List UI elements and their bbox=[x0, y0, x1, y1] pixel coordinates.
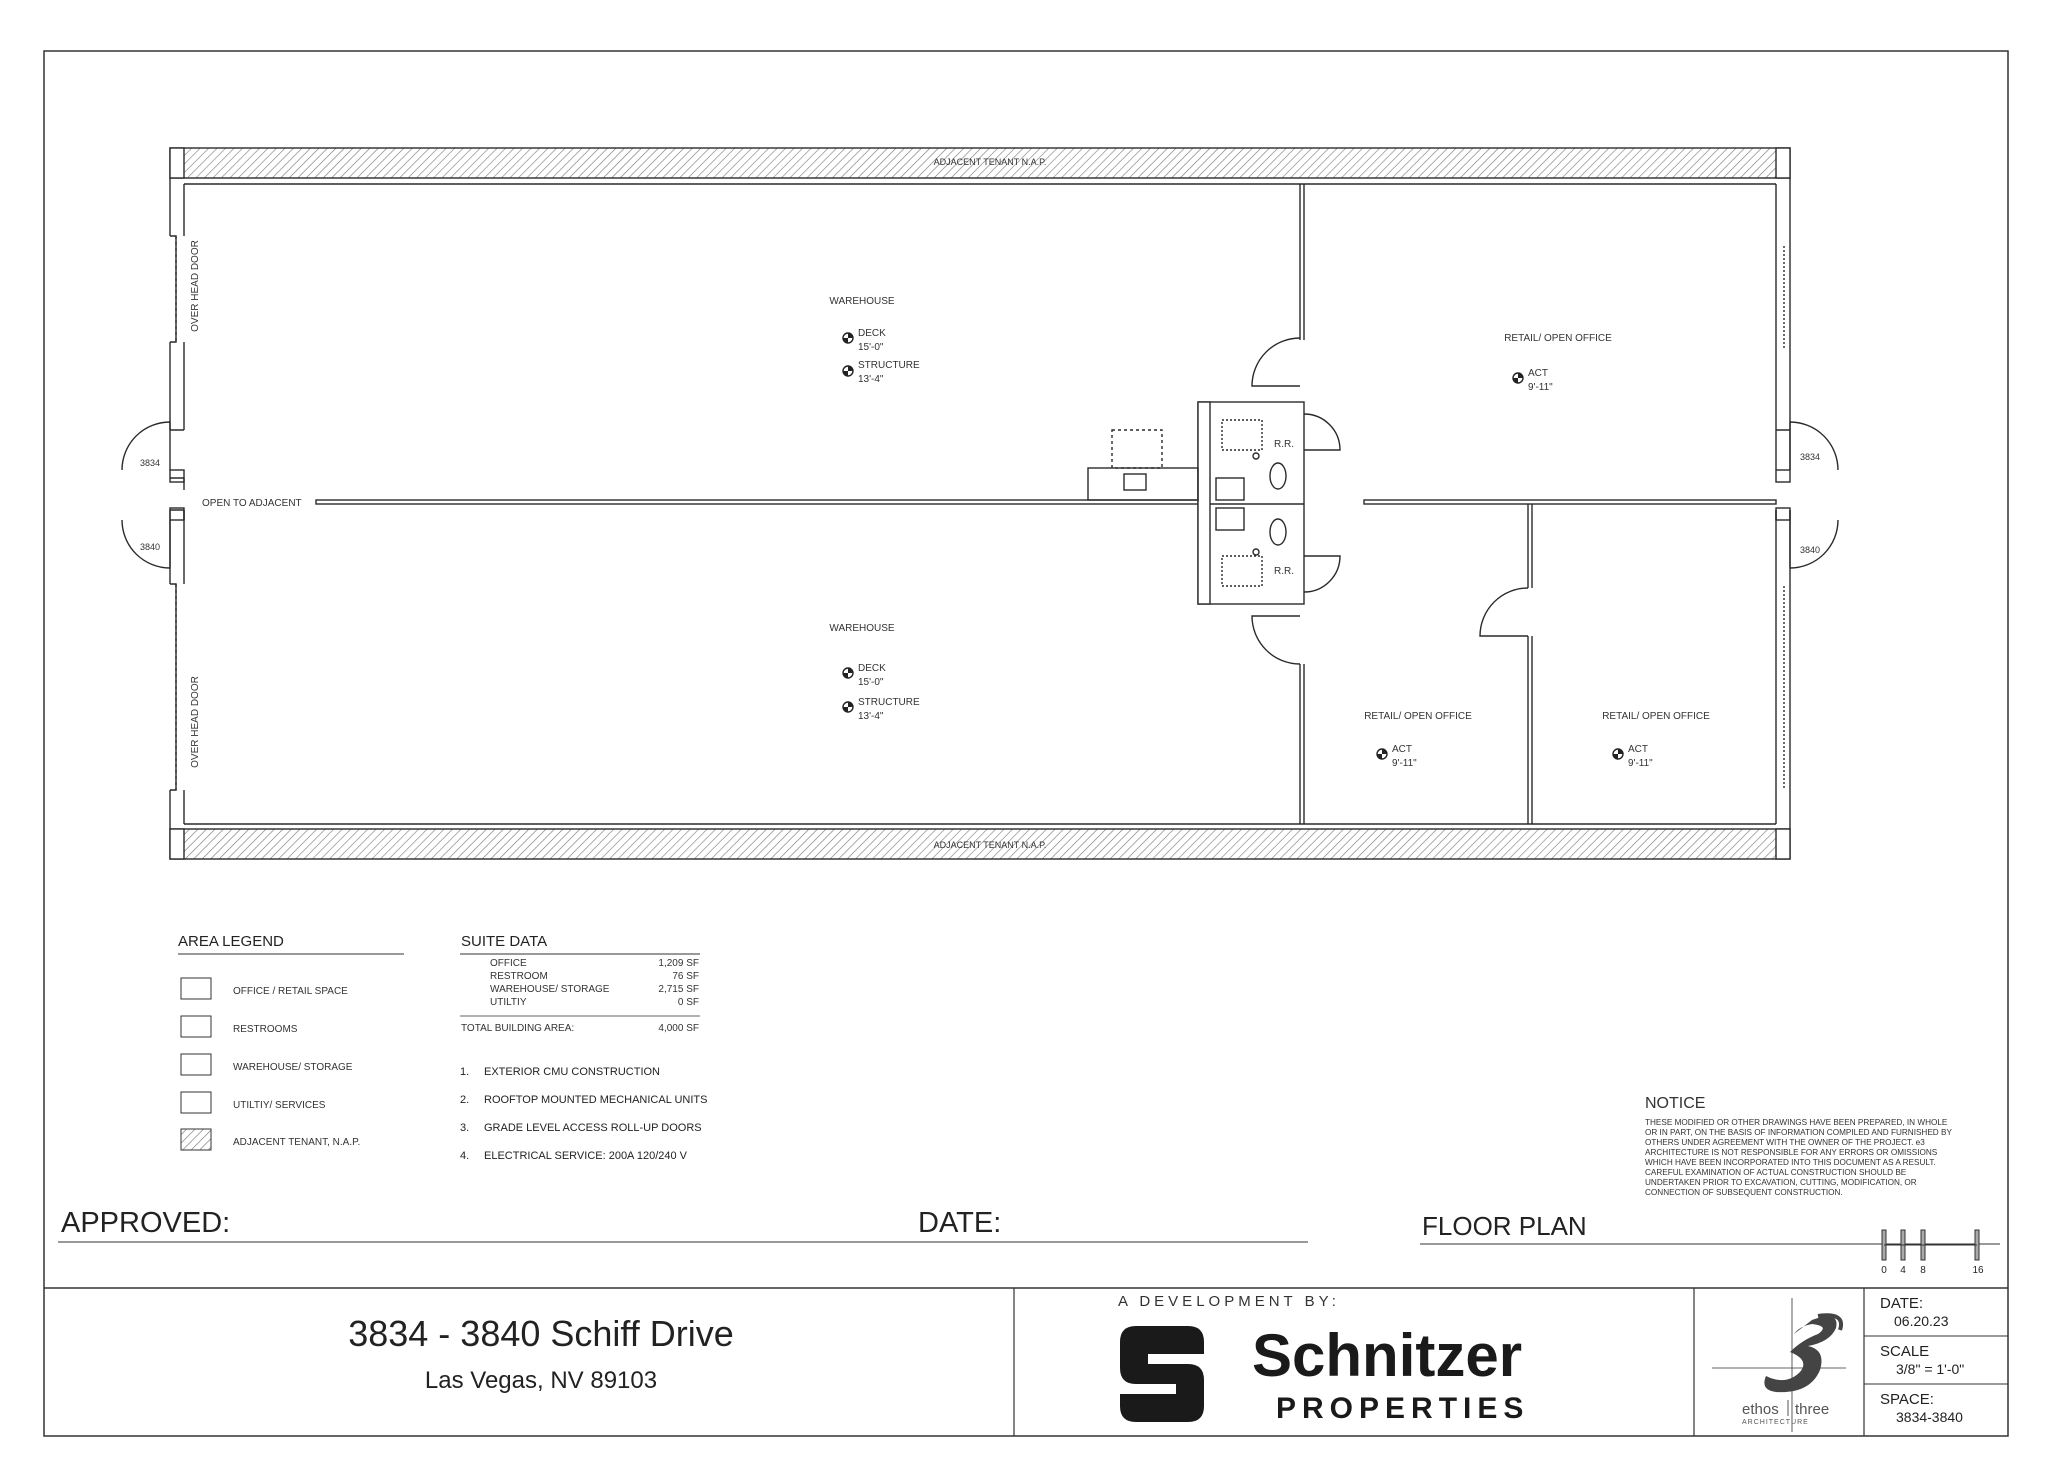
notice bbox=[1645, 1095, 1952, 1197]
architect-subtitle: ARCHITECTURE bbox=[1742, 1419, 1809, 1426]
room-name: RETAIL/ OPEN OFFICE bbox=[1504, 333, 1612, 344]
address-line-2: Las Vegas, NV 89103 bbox=[424, 1367, 658, 1394]
legend-item: ADJACENT TENANT, N.A.P. bbox=[233, 1137, 361, 1148]
scale-bar bbox=[1881, 1230, 1984, 1276]
scale-field-value: 3/8" = 1'-0" bbox=[1896, 1361, 1965, 1377]
notice-line: UNDERTAKEN PRIOR TO EXCAVATION, CUTTING, MODIFICATION, OR bbox=[1645, 1178, 1917, 1187]
door-swing-east-top bbox=[1790, 422, 1838, 470]
room-tag-value: 13'-4" bbox=[858, 374, 884, 385]
floor-plan bbox=[122, 148, 1838, 859]
date-label: DATE: bbox=[918, 1207, 1002, 1239]
suite-data-title: SUITE DATA bbox=[461, 933, 548, 950]
note-text: ROOFTOP MOUNTED MECHANICAL UNITS bbox=[484, 1094, 708, 1106]
note-number: 3. bbox=[460, 1122, 470, 1134]
service-counter bbox=[1088, 468, 1198, 500]
legend-item: UTILTIY/ SERVICES bbox=[233, 1100, 326, 1111]
legend-swatch-warehouse bbox=[181, 1054, 211, 1075]
approved-label: APPROVED: bbox=[61, 1207, 231, 1239]
room-tag: STRUCTURE bbox=[858, 697, 920, 708]
toilet-top bbox=[1270, 463, 1286, 489]
service-sink bbox=[1124, 474, 1146, 490]
suite-data-label: OFFICE bbox=[490, 958, 527, 969]
suite-data-value: 2,715 SF bbox=[658, 984, 699, 995]
legend-item: RESTROOMS bbox=[233, 1024, 298, 1035]
demising-wall bbox=[316, 500, 1200, 504]
suite-data-label: UTILTIY bbox=[490, 997, 527, 1008]
room-tag: STRUCTURE bbox=[858, 360, 920, 371]
total-building-area-value: 4,000 SF bbox=[658, 1023, 699, 1034]
scale-tick: 0 bbox=[1881, 1265, 1887, 1276]
wall-east-jambs bbox=[1776, 430, 1790, 520]
date-field-label: DATE: bbox=[1880, 1295, 1924, 1312]
area-legend bbox=[178, 933, 404, 1150]
door-swing-office bbox=[1480, 588, 1528, 636]
ceiling-tags bbox=[843, 333, 1623, 759]
wall-west-jambs bbox=[170, 430, 184, 520]
notice-line: WHICH HAVE BEEN INCORPORATED INTO THIS DOCUMENT AS A RESULT. bbox=[1645, 1158, 1936, 1167]
notice-line: OR IN PART, ON THE BASIS OF INFORMATION COMPILED AND FURNISHED BY bbox=[1645, 1128, 1952, 1137]
room-tag: ACT bbox=[1392, 744, 1412, 755]
room-name: WAREHOUSE bbox=[829, 623, 895, 634]
schnitzer-logo-icon bbox=[1120, 1326, 1204, 1422]
room-name: WAREHOUSE bbox=[829, 296, 895, 307]
notice-line: THESE MODIFIED OR OTHER DRAWINGS HAVE BEEN PREPARED, IN WHOLE bbox=[1645, 1118, 1948, 1127]
note-text: ELECTRICAL SERVICE: 200A 120/240 V bbox=[484, 1150, 688, 1162]
overhead-door-bottom-label: OVER HEAD DOOR bbox=[190, 676, 201, 768]
room-name: RETAIL/ OPEN OFFICE bbox=[1602, 711, 1710, 722]
note-number: 1. bbox=[460, 1066, 470, 1078]
adjacent-tenant-bottom-label: ADJACENT TENANT N.A.P. bbox=[933, 840, 1047, 850]
door-swing-core-lower bbox=[1252, 616, 1300, 664]
legend-swatch-adjacent bbox=[181, 1129, 211, 1150]
restroom-core-wall bbox=[1198, 402, 1210, 604]
legend-swatch-office bbox=[181, 978, 211, 999]
suite-data-label: WAREHOUSE/ STORAGE bbox=[490, 984, 610, 995]
legend-swatch-utility bbox=[181, 1092, 211, 1113]
suite-data-value: 76 SF bbox=[672, 971, 699, 982]
door-swing-core-upper bbox=[1252, 338, 1300, 386]
room-tag-value: 9'-11" bbox=[1528, 382, 1553, 393]
door-swing-restroom-top bbox=[1304, 414, 1340, 450]
door-swing-east-bottom bbox=[1790, 520, 1838, 568]
room-tag-value: 9'-11" bbox=[1628, 758, 1653, 769]
title-block bbox=[44, 1288, 2008, 1436]
legend-swatch-restrooms bbox=[181, 1016, 211, 1037]
address-line-1: 3834 - 3840 Schiff Drive bbox=[348, 1313, 734, 1354]
floor-plan-label: FLOOR PLAN bbox=[1422, 1211, 1587, 1241]
notice-line: ARCHITECTURE IS NOT RESPONSIBLE FOR ANY ERRORS OR OMISSIONS bbox=[1645, 1148, 1938, 1157]
suite-number-left-top: 3834 bbox=[139, 458, 161, 468]
office-partition-horizontal bbox=[1364, 500, 1776, 504]
west-door-frame-top bbox=[170, 470, 184, 482]
scale-field-label: SCALE bbox=[1880, 1343, 1930, 1360]
brand-name: Schnitzer bbox=[1252, 1322, 1523, 1389]
overhead-door-top-label: OVER HEAD DOOR bbox=[190, 240, 201, 332]
sheet-border bbox=[44, 51, 2008, 1436]
toilet-bottom bbox=[1270, 519, 1286, 545]
room-tag-value: 9'-11" bbox=[1392, 758, 1417, 769]
wall-corner bbox=[170, 148, 184, 178]
signoff bbox=[58, 1207, 2000, 1244]
room-tag-value: 13'-4" bbox=[858, 711, 884, 722]
suite-data-label: RESTROOM bbox=[490, 971, 548, 982]
room-tag: ACT bbox=[1528, 368, 1548, 379]
architect-name-left: ethos bbox=[1742, 1401, 1779, 1418]
suite-number-right-bottom: 3840 bbox=[1799, 545, 1821, 555]
restroom-label-top: R.R. bbox=[1274, 439, 1294, 450]
space-field-label: SPACE: bbox=[1880, 1391, 1934, 1408]
grab-bar-bottom bbox=[1222, 556, 1262, 586]
sink-top bbox=[1216, 478, 1244, 500]
construction-notes bbox=[460, 1066, 707, 1162]
notice-title: NOTICE bbox=[1645, 1095, 1706, 1112]
restroom-label-bottom: R.R. bbox=[1274, 566, 1294, 577]
area-legend-title: AREA LEGEND bbox=[178, 933, 284, 950]
room-tag-value: 15'-0" bbox=[858, 342, 884, 353]
open-to-adjacent-label: OPEN TO ADJACENT bbox=[202, 498, 302, 509]
wall-core-lower bbox=[1300, 664, 1304, 824]
wall-west bbox=[170, 178, 184, 829]
floor-drain bbox=[1253, 549, 1259, 555]
brand-subtitle: PROPERTIES bbox=[1276, 1392, 1530, 1425]
room-tag: DECK bbox=[858, 663, 886, 674]
notice-line: CAREFUL EXAMINATION OF ACTUAL CONSTRUCTION SHOULD BE bbox=[1645, 1168, 1907, 1177]
east-door-frame-top bbox=[1776, 470, 1790, 482]
room-tag-value: 15'-0" bbox=[858, 677, 884, 688]
office-partition-vertical bbox=[1528, 504, 1532, 824]
note-text: EXTERIOR CMU CONSTRUCTION bbox=[484, 1066, 660, 1078]
space-field-value: 3834-3840 bbox=[1896, 1409, 1963, 1425]
wall-corner bbox=[170, 829, 184, 859]
scale-tick: 4 bbox=[1900, 1265, 1906, 1276]
wall-corner bbox=[1776, 148, 1790, 178]
date-field-value: 06.20.23 bbox=[1894, 1313, 1949, 1329]
total-building-area-label: TOTAL BUILDING AREA: bbox=[461, 1023, 575, 1034]
floor-drain bbox=[1253, 453, 1259, 459]
scale-tick: 16 bbox=[1972, 1265, 1984, 1276]
water-heater-area bbox=[1112, 430, 1162, 468]
legend-item: WAREHOUSE/ STORAGE bbox=[233, 1062, 353, 1073]
legend-item: OFFICE / RETAIL SPACE bbox=[233, 986, 348, 997]
scale-tick: 8 bbox=[1920, 1265, 1926, 1276]
sink-bottom bbox=[1216, 508, 1244, 530]
note-number: 2. bbox=[460, 1094, 470, 1106]
room-name: RETAIL/ OPEN OFFICE bbox=[1364, 711, 1472, 722]
notice-line: OTHERS UNDER AGREEMENT WITH THE OWNER OF THE PROJECT. e3 bbox=[1645, 1138, 1925, 1147]
east-door-frame-bottom bbox=[1776, 508, 1790, 520]
wall-corner bbox=[1776, 829, 1790, 859]
suite-data-value: 0 SF bbox=[677, 997, 699, 1008]
architect-name-right: three bbox=[1795, 1401, 1830, 1418]
room-tag: DECK bbox=[858, 328, 886, 339]
suite-data-value: 1,209 SF bbox=[658, 958, 699, 969]
wall-core-upper bbox=[1300, 184, 1304, 340]
development-by-label: A DEVELOPMENT BY: bbox=[1118, 1293, 1340, 1310]
suite-data bbox=[460, 933, 700, 1034]
note-number: 4. bbox=[460, 1150, 470, 1162]
grab-bar-top bbox=[1222, 420, 1262, 450]
suite-number-right-top: 3834 bbox=[1799, 452, 1821, 462]
wall-east bbox=[1776, 178, 1790, 829]
adjacent-tenant-top-label: ADJACENT TENANT N.A.P. bbox=[933, 157, 1047, 167]
door-swing-restroom-bottom bbox=[1304, 556, 1340, 592]
room-tag: ACT bbox=[1628, 744, 1648, 755]
note-text: GRADE LEVEL ACCESS ROLL-UP DOORS bbox=[484, 1122, 702, 1134]
notice-line: CONNECTION OF SUBSEQUENT CONSTRUCTION. bbox=[1645, 1188, 1843, 1197]
suite-number-left-bottom: 3840 bbox=[139, 542, 161, 552]
